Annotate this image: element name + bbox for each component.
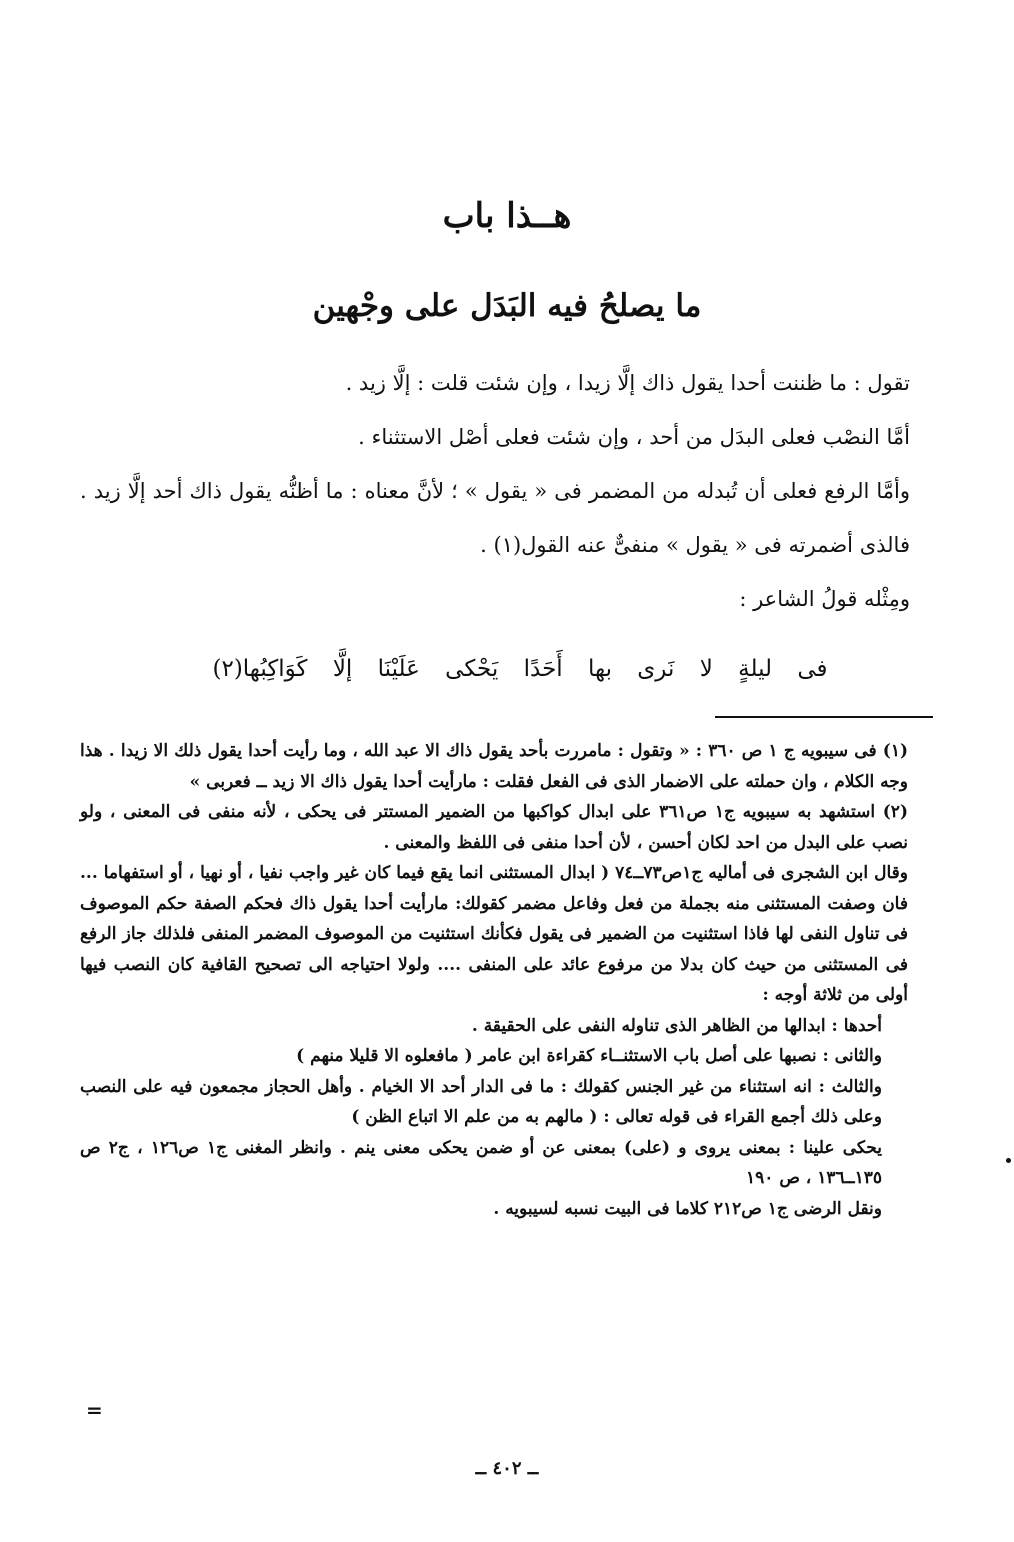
footnote-1: (١) فى سيبويه ج ١ ص ٣٦٠ : « وتقول : مامررت بأحد يقول ذاك الا عبد الله ، وما رأيت أحدا يقول ذلك الا زيدا . هذا وجه الكلام ، وان حملته على الاضمار الذى فى الفعل فقلت : مارأيت أحدا يقول ذاك الا زيد ــ فعربى » (80, 741, 908, 792)
main-text (80, 356, 938, 626)
footnote-2-radi: ونقل الرضى ج١ ص٢١٢ كلاما فى البيت نسبه لسيبويه . (493, 1198, 882, 1219)
body-line-4: ومِثْله قولُ الشاعر : (739, 587, 910, 611)
poetry-verse: فى ليلةٍ لا نَرى بها أَحَدًا يَحْكى عَلَيْنَا إلَّا كَوَاكِبُها(٢) (212, 656, 828, 682)
body-paragraph-3: وأمَّا الرفع فعلى أن تُبدله من المضمر فى « يقول » ؛ لأنَّ معناه : ما أظنُّه يقول ذاك أحد إلَّا زيد . فالذى أضمرته فى « يقول » منفىٌّ عنه القول(١) . (80, 479, 910, 557)
footnote-2-second: والثانى : نصبها على أصل باب الاستثنــاء كقراءة ابن عامر ( مافعلوه الا قليلا منهم ) (296, 1046, 882, 1066)
footnote-2-first: أحدها : ابدالها من الظاهر الذى تناوله النفى على الحقيقة . (471, 1015, 882, 1036)
footnote-2-quote: وقال ابن الشجرى فى أماليه ج١ص٧٣ــ٧٤ ( ابدال المستثنى انما يقع فيما كان غير واجب نفيا ، أو نهيا ، أو استفهاما ... فان وصفت المستثنى منه بجملة من فعل وفاعل مضمر كقولك: مارأيت أحدا يقول ذاك فحكم الصفة حكم الموصوف فى تناول النفى لها فاذا استثنيت من الضمير فى يقول فكأنك استثنيت من الموصوف المضمر المنفى فلذلك جاز الرفع فى المستثنى من حيث كان بدلا من مرفوع عائد على المنفى .... ولولا احتياجه الى تصحيح القافية كان النصب فيها أولى من ثلاثة أوجه : (80, 863, 908, 1005)
chapter-subtitle: ما يصلحُ فيه البَدَل على وجْهين (312, 288, 702, 324)
body-line-1: تقول : ما ظننت أحدا يقول ذاك إلَّا زيدا ، وإن شئت قلت : إلَّا زيد . (345, 371, 910, 395)
page-number: ــ ٤٠٢ ــ (475, 1458, 539, 1479)
footnote-divider (715, 716, 933, 718)
chapter-title: هــذا باب (442, 196, 572, 236)
footnotes (80, 736, 938, 1224)
body-line-2: أمَّا النصْب فعلى البدَل من أحد ، وإن شئت فعلى أصْل الاستثناء . (358, 425, 910, 449)
footnote-2-meaning: يحكى علينا : بمعنى يروى و (على) بمعنى عن أو ضمن يحكى معنى ينم . وانظر المغنى ج١ ص١٢٦ ، ج٢ ص ١٣٥ــ١٣٦ ، ص ١٩٠ (80, 1137, 882, 1188)
continuation-mark: = (86, 1398, 103, 1422)
footnote-2-third: والثالث : انه استثناء من غير الجنس كقولك : ما فى الدار أحد الا الخيام . وأهل الحجاز مجمعون فيه على النصب وعلى ذلك أجمع القراء فى قوله تعالى : ( مالهم به من علم الا اتباع الظن ) (80, 1076, 882, 1127)
margin-dot (1006, 1158, 1011, 1163)
footnote-2: (٢) استشهد به سيبويه ج١ ص٣٦١ على ابدال كواكبها من الضمير المستتر فى يحكى ، لأنه منفى فى المعنى ، ولو نصب على البدل من احد لكان أحسن ، لأن أحدا منفى فى اللفظ والمعنى . (80, 802, 908, 853)
